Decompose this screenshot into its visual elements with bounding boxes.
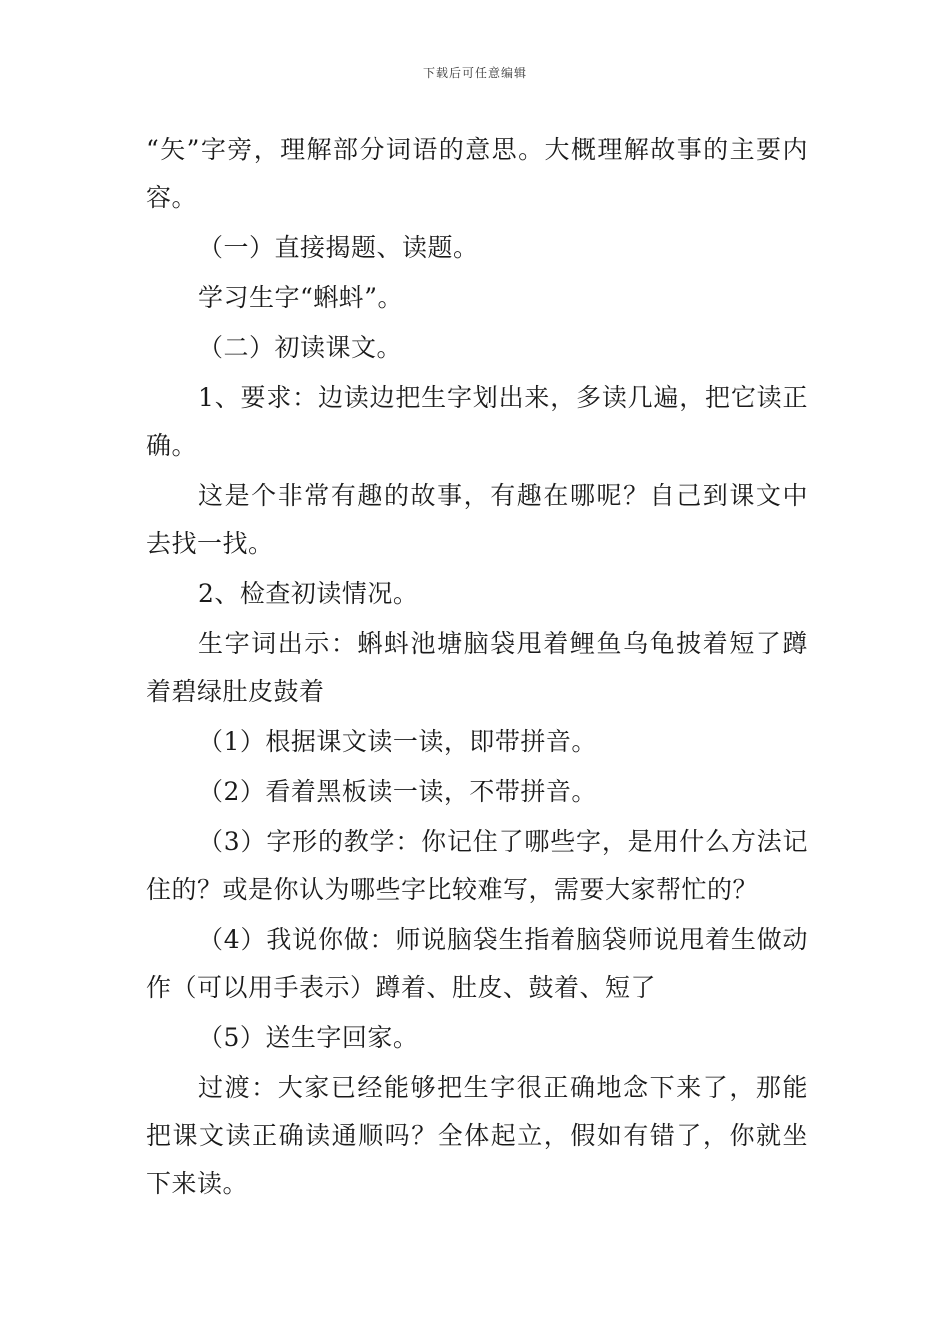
document-body: [146, 126, 808, 1210]
paragraph: （2）看着黑板读一读，不带拼音。: [198, 777, 597, 806]
paragraph: “矢”字旁，理解部分词语的意思。大概理解故事的主要内容。: [146, 135, 808, 212]
paragraph: （一）直接揭题、读题。: [198, 233, 479, 262]
paragraph: （4）我说你做：师说脑袋生指着脑袋师说甩着生做动作（可以用手表示）蹲着、肚皮、鼓着、短了: [146, 925, 808, 1002]
paragraph: （1）根据课文读一读，即带拼音。: [198, 727, 597, 756]
paragraph: （5）送生字回家。: [198, 1023, 419, 1052]
paragraph: 学习生字“蝌蚪”。: [198, 283, 404, 312]
page-header: 下载后可任意编辑: [422, 66, 527, 80]
paragraph: 过渡：大家已经能够把生字很正确地念下来了，那能把课文读正确读通顺吗？全体起立，假如有错了，你就坐下来读。: [146, 1073, 808, 1198]
paragraph: 1、要求：边读边把生字划出来，多读几遍，把它读正确。: [146, 383, 808, 460]
paragraph: （3）字形的教学：你记住了哪些字，是用什么方法记住的？或是你认为哪些字比较难写，需要大家帮忙的？: [146, 827, 808, 904]
paragraph: （二）初读课文。: [198, 333, 403, 362]
paragraph: 生字词出示：蝌蚪池塘脑袋甩着鲤鱼乌龟披着短了蹲着碧绿肚皮鼓着: [146, 629, 808, 706]
paragraph: 2、检查初读情况。: [198, 579, 419, 608]
paragraph: 这是个非常有趣的故事，有趣在哪呢？自己到课文中去找一找。: [146, 481, 808, 558]
